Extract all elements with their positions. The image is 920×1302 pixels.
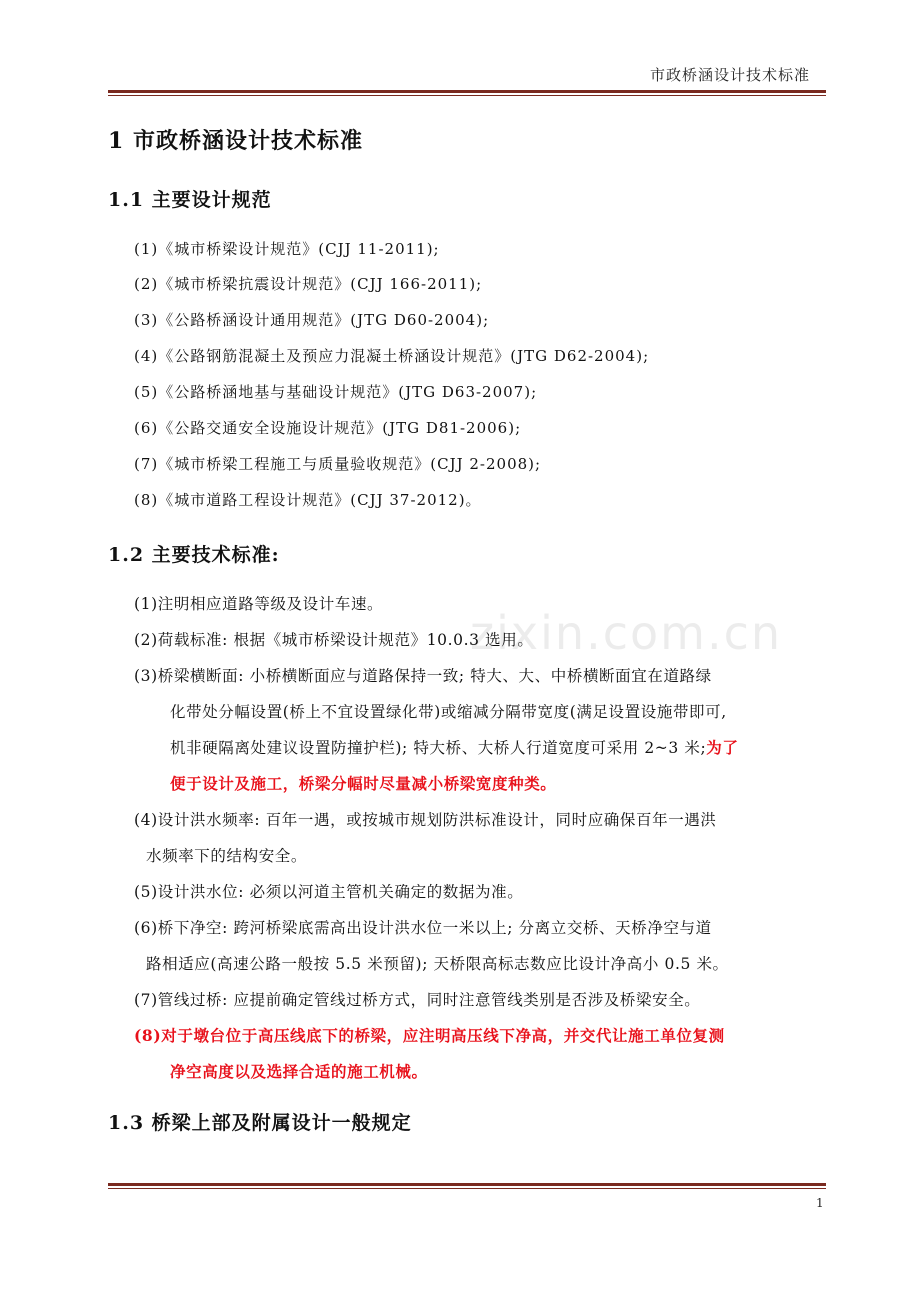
reference-item: (1)《城市桥梁设计规范》(CJJ 11-2011); [134,240,440,258]
standard-item-2 [134,622,824,658]
item-text: 路相适应(高速公路一般按 5.5 米预留); 天桥限高标志数应比设计净高小 0.5 米。 [146,955,729,973]
section-heading-1-3: 1.3 桥梁上部及附属设计一般规定 [108,1112,412,1134]
page-number: 1 [816,1196,824,1210]
reference-item: (4)《公路钢筋混凝土及预应力混凝土桥涵设计规范》(JTG D62-2004); [134,347,650,365]
standard-item-3 [134,658,824,802]
item-text: (2)荷载标准: 根据《城市桥梁设计规范》10.0.3 选用。 [134,631,534,649]
reference-item: (8)《城市道路工程设计规范》(CJJ 37-2012)。 [134,491,482,509]
emphasis-text: 为了 [706,738,739,757]
emphasis-text: 净空高度以及选择合适的施工机械。 [170,1062,428,1081]
reference-item: (7)《城市桥梁工程施工与质量验收规范》(CJJ 2-2008); [134,455,542,473]
footer-rule-thin [108,1188,826,1189]
running-header-title: 市政桥涵设计技术标准 [649,66,810,84]
header-rule-thick [108,90,826,93]
reference-item: (2)《城市桥梁抗震设计规范》(CJJ 166-2011); [134,275,483,293]
standard-item-6 [134,910,824,982]
item-text: (7)管线过桥: 应提前确定管线过桥方式，同时注意管线类别是否涉及桥梁安全。 [134,991,701,1009]
reference-item: (3)《公路桥涵设计通用规范》(JTG D60-2004); [134,311,490,329]
standard-item-7 [134,982,824,1018]
watermark-text: zixin.com.cn [470,606,783,660]
reference-item: (6)《公路交通安全设施设计规范》(JTG D81-2006); [134,419,522,437]
chapter-heading: 1 市政桥涵设计技术标准 [108,128,363,154]
standard-item-8 [134,1018,824,1090]
item-text: 化带处分幅设置(桥上不宜设置绿化带)或缩减分隔带宽度(满足设置设施带即可, [170,703,727,721]
emphasis-text: 便于设计及施工，桥梁分幅时尽量减小桥梁宽度种类。 [170,774,557,793]
standard-item-5 [134,874,824,910]
section-heading-1-2: 1.2 主要技术标准: [108,544,280,566]
item-text: 水频率下的结构安全。 [146,847,308,865]
section-heading-1-1: 1.1 主要设计规范 [108,189,272,211]
item-text: (4)设计洪水频率: 百年一遇，或按城市规划防洪标准设计，同时应确保百年一遇洪 [134,811,717,829]
emphasis-text: (8)对于墩台位于高压线底下的桥梁，应注明高压线下净高，并交代让施工单位复测 [134,1026,725,1045]
reference-item: (5)《公路桥涵地基与基础设计规范》(JTG D63-2007); [134,383,538,401]
item-text-line [134,730,824,766]
footer-rule-thick [108,1183,826,1186]
item-text: (3)桥梁横断面: 小桥横断面应与道路保持一致; 特大、大、中桥横断面宜在道路绿 [134,667,712,685]
standard-item-1 [134,586,824,622]
item-text: (1)注明相应道路等级及设计车速。 [134,595,384,613]
standard-item-4 [134,802,824,874]
item-text: 机非硬隔离处建议设置防撞护栏); 特大桥、大桥人行道宽度可采用 2~3 米; [170,739,707,757]
header-rule-thin [108,95,826,96]
item-text: (5)设计洪水位: 必须以河道主管机关确定的数据为准。 [134,883,524,901]
item-text: (6)桥下净空: 跨河桥梁底需高出设计洪水位一米以上; 分离立交桥、天桥净空与道 [134,919,712,937]
